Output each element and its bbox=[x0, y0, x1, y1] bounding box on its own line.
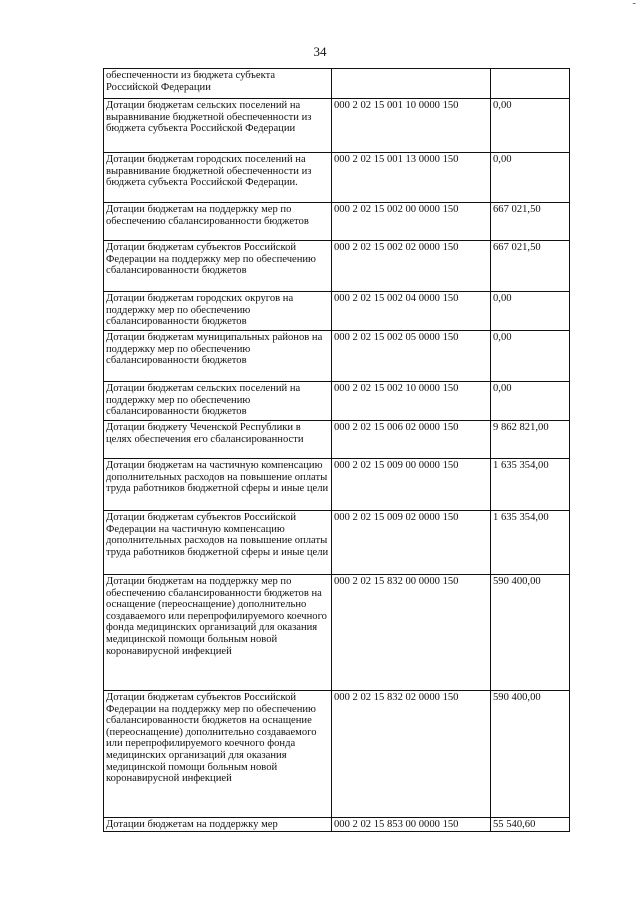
income-name-cell: Дотации бюджетам субъектов Российской Федерации на поддержку мер по обеспечению сбалансированности бюджетов на оснащение (переоснащение) дополнительно создаваемого или перепрофилируемого коечного фонда медицинских организаций для оказания медицинской помощи больным новой коронавирусной инфекцией bbox=[104, 691, 332, 818]
income-name-cell: Дотации бюджетам сельских поселений на поддержку мер по обеспечению сбалансированности бюджетов bbox=[104, 382, 332, 421]
budget-code-cell: 000 2 02 15 832 02 0000 150 bbox=[332, 691, 491, 818]
amount-cell: 667 021,50 bbox=[491, 241, 570, 292]
amount-cell: 590 400,00 bbox=[491, 691, 570, 818]
page-corner-mark: - bbox=[632, 0, 636, 9]
table-row bbox=[104, 203, 570, 241]
table-row bbox=[104, 691, 570, 818]
amount-cell: 55 540,60 bbox=[491, 818, 570, 832]
income-name-cell: Дотации бюджетам сельских поселений на выравнивание бюджетной обеспеченности из бюджета субъекта Российской Федерации bbox=[104, 99, 332, 153]
amount-cell: 0,00 bbox=[491, 153, 570, 203]
income-name-cell: Дотации бюджету Чеченской Республики в целях обеспечения его сбалансированности bbox=[104, 421, 332, 459]
amount-cell: 1 635 354,00 bbox=[491, 511, 570, 575]
table-row bbox=[104, 459, 570, 511]
amount-cell: 0,00 bbox=[491, 331, 570, 382]
budget-code-cell: 000 2 02 15 001 10 0000 150 bbox=[332, 99, 491, 153]
budget-code-cell: 000 2 02 15 002 04 0000 150 bbox=[332, 292, 491, 331]
budget-code-cell: 000 2 02 15 002 05 0000 150 bbox=[332, 331, 491, 382]
amount-cell: 0,00 bbox=[491, 382, 570, 421]
table-row bbox=[104, 99, 570, 153]
income-name-cell: Дотации бюджетам на поддержку мер по обеспечению сбалансированности бюджетов bbox=[104, 203, 332, 241]
amount-cell: 1 635 354,00 bbox=[491, 459, 570, 511]
amount-cell: 590 400,00 bbox=[491, 575, 570, 691]
amount-cell bbox=[491, 69, 570, 99]
amount-cell: 0,00 bbox=[491, 292, 570, 331]
table-row bbox=[104, 511, 570, 575]
income-name-cell: Дотации бюджетам на поддержку мер по обеспечению сбалансированности бюджетов на оснащение (переоснащение) дополнительно создаваемого или перепрофилируемого коечного фонда медицинских организаций для оказания медицинской помощи больным новой коронавирусной инфекцией bbox=[104, 575, 332, 691]
table-row bbox=[104, 818, 570, 832]
table-row bbox=[104, 292, 570, 331]
income-name-cell: Дотации бюджетам городских поселений на выравнивание бюджетной обеспеченности из бюджета субъекта Российской Федерации. bbox=[104, 153, 332, 203]
budget-code-cell: 000 2 02 15 002 10 0000 150 bbox=[332, 382, 491, 421]
amount-cell: 9 862 821,00 bbox=[491, 421, 570, 459]
table-row bbox=[104, 69, 570, 99]
table-row bbox=[104, 575, 570, 691]
budget-code-cell: 000 2 02 15 009 02 0000 150 bbox=[332, 511, 491, 575]
table-row bbox=[104, 241, 570, 292]
income-name-cell: Дотации бюджетам на частичную компенсацию дополнительных расходов на повышение оплаты труда работников бюджетной сферы и иные цели bbox=[104, 459, 332, 511]
page-number: 34 bbox=[313, 44, 327, 59]
budget-code-cell: 000 2 02 15 009 00 0000 150 bbox=[332, 459, 491, 511]
income-name-cell: Дотации бюджетам муниципальных районов на поддержку мер по обеспечению сбалансированности бюджетов bbox=[104, 331, 332, 382]
budget-table bbox=[103, 68, 570, 832]
budget-code-cell: 000 2 02 15 832 00 0000 150 bbox=[332, 575, 491, 691]
budget-code-cell: 000 2 02 15 002 00 0000 150 bbox=[332, 203, 491, 241]
income-name-cell: Дотации бюджетам на поддержку мер bbox=[104, 818, 332, 832]
budget-code-cell: 000 2 02 15 002 02 0000 150 bbox=[332, 241, 491, 292]
amount-cell: 0,00 bbox=[491, 99, 570, 153]
income-name-cell: обеспеченности из бюджета субъекта Российской Федерации bbox=[104, 69, 332, 99]
income-name-cell: Дотации бюджетам субъектов Российской Федерации на поддержку мер по обеспечению сбалансированности бюджетов bbox=[104, 241, 332, 292]
budget-code-cell: 000 2 02 15 006 02 0000 150 bbox=[332, 421, 491, 459]
budget-code-cell bbox=[332, 69, 491, 99]
budget-code-cell: 000 2 02 15 001 13 0000 150 bbox=[332, 153, 491, 203]
budget-code-cell: 000 2 02 15 853 00 0000 150 bbox=[332, 818, 491, 832]
table-row bbox=[104, 421, 570, 459]
amount-cell: 667 021,50 bbox=[491, 203, 570, 241]
table-row bbox=[104, 382, 570, 421]
income-name-cell: Дотации бюджетам городских округов на поддержку мер по обеспечению сбалансированности бюджетов bbox=[104, 292, 332, 331]
table-row bbox=[104, 331, 570, 382]
table-row bbox=[104, 153, 570, 203]
income-name-cell: Дотации бюджетам субъектов Российской Федерации на частичную компенсацию дополнительных расходов на повышение оплаты труда работников бюджетной сферы и иные цели bbox=[104, 511, 332, 575]
